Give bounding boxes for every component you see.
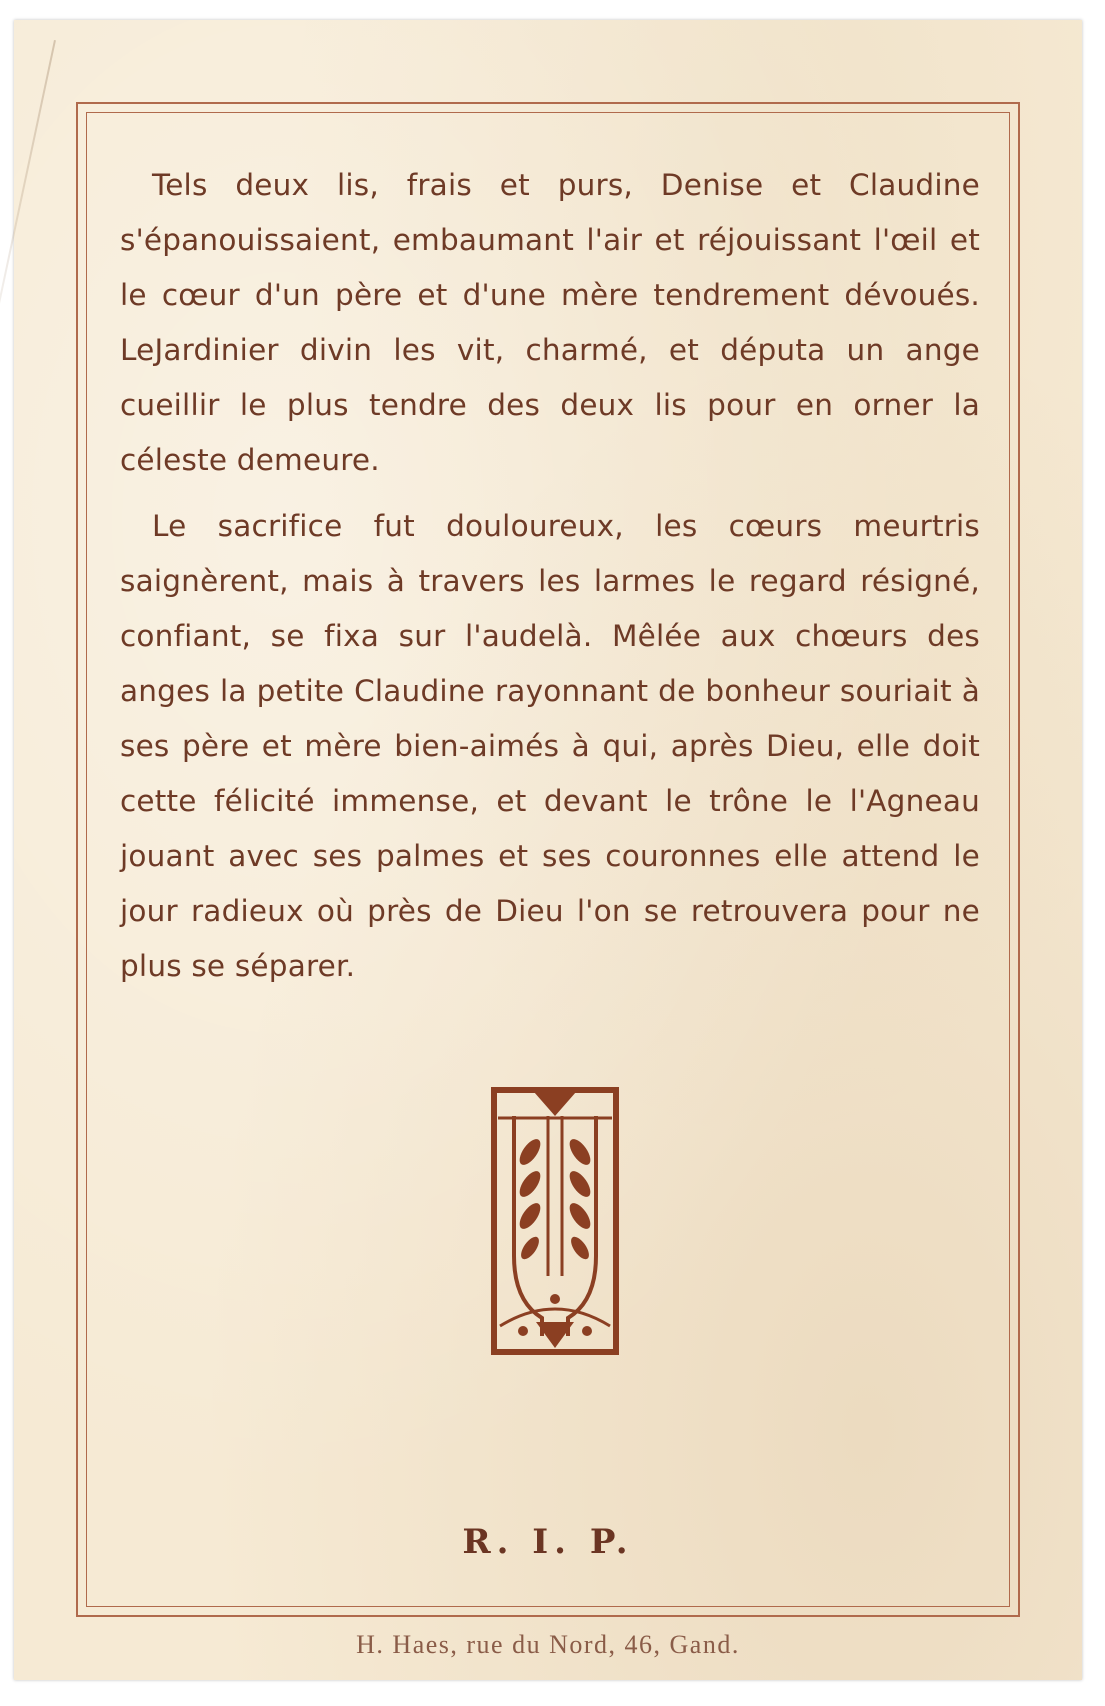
art-nouveau-leaf-ornament-icon [490, 1086, 620, 1356]
memorial-text [120, 158, 980, 1005]
printer-imprint: H. Haes, rue du Nord, 46, Gand. [356, 1630, 740, 1659]
memorial-card [14, 20, 1082, 1680]
paper-crease [0, 40, 56, 432]
rip-inscription: R. I. P. [462, 1522, 634, 1562]
paragraph-2: Le sacrifice fut douloureux, les cœurs meurtris saignèrent, mais à travers les larmes le regard résigné, confiant, se fixa sur l'audelà. Mêlée aux chœurs des anges la petite Claudine rayonnant de bonheur souriait à ses père et mère bien-aimés à qui, après Dieu, elle doit cette félicité immense, et devant le trône le l'Agneau jouant avec ses palmes et ses couronnes elle attend le jour radieux où près de Dieu l'on se retrouvera pour ne plus se séparer. [120, 509, 980, 983]
paragraph-1: Tels deux lis, frais et purs, Denise et Claudine s'épanouissaient, embaumant l'air et réjouissant l'œil et le cœur d'un père et d'une mère tendrement dévoués. LeJardinier divin les vit, charmé, et députa un ange cueillir le plus tendre des deux lis pour en orner la céleste demeure. [120, 168, 980, 477]
